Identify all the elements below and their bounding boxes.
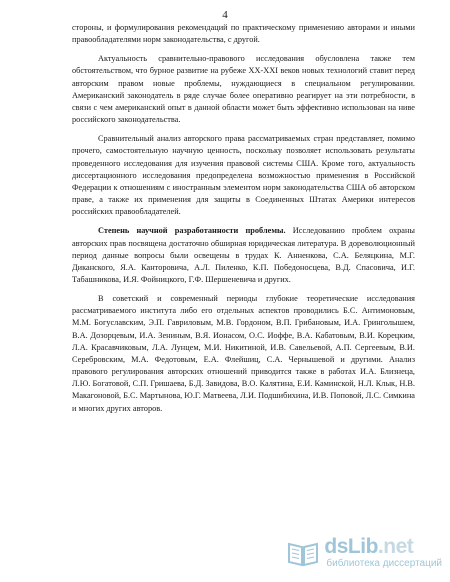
paragraph-4 [72,225,415,286]
paragraph-text: В советский и современный периоды глубокие теоретические исследования рассматриваемого института либо его отдельных аспектов проводились Б.С. Антимоновым, М.М. Богуславским, Э.П. Гавриловым, М.В. Гордоном, В.П. Грибановым, И.А. Гринголышем, В.А. Дозорцевым, И.А. Зениным, В.Я. Ионасом, О.С. Иоффе, В.А. Кабатовым, В.И. Корецким, Л.А. Красавчиковым, Л.А. Лунцем, М.И. Никитиной, И.В. Савельевой, А.П. Сергеевым, В.И. Серебровским, М.А. Федотовым, Е.А. Флейшиц, С.А. Чернышевой и другими. Анализ правового регулирования авторских отношений приводится также в работах И.А. Близнеца, Л.Ю. Богатовой, С.П. Гришаева, Б.Д. Завидова, В.О. Калятина, Е.И. Каминской, Н.Л. Клык, Н.В. Макагоновой, Б.С. Мартынова, Ю.Г. Матвеева, Л.И. Подшибихина, И.В. Поповой, Л.С. Симкина и многих других авторов. [72,294,415,413]
paragraph-text: Актуальность сравнительно-правового исследования обусловлена также тем обстоятельством, что бурное развитие на рубеже XX-XXI веков новых технологий ставит перед авторским правом новые проблемы, нуждающиеся в специальном регулировании. Американский законодатель в ряде случае более оперативно реагирует на эти потребности, в связи с чем американский опыт в данной области может быть эффективно использован на ниве российского законодательства. [72,54,415,125]
watermark [286,536,442,570]
watermark-logo [324,536,413,558]
paragraph-5 [72,293,415,415]
paragraph-1 [72,22,415,46]
watermark-subtitle: библиотека диссертаций [326,558,442,569]
section-lead: Степень научной разработанности проблемы. [98,226,286,236]
body-text [72,22,415,415]
page-number: 4 [222,9,228,21]
watermark-logo-domain: .net [377,535,414,558]
paragraph-text: Исследованию проблем охраны авторских прав посвящена достаточно обширная юридическая литература. В дореволюционный период данные вопросы были освещены в трудах К. Анненкова, С.А. Беляцкина, М.Г. Диканского, Я.А. Канторовича, А.Л. Пиленко, К.П. Победоносцева, В.Д. Спасовича, И.Г. Табашникова, И.Я. Фойницкого, Г.Ф. Шершеневича и других. [72,226,416,284]
paragraph-text: Сравнительный анализ авторского права рассматриваемых стран представляет, помимо прочего, самостоятельную научную ценность, поскольку позволяет использовать результаты проведенного исследования для изучения правовой системы США. Кроме того, актуальность диссертационного исследования предопределена возможностью применения в Российской Федерации к отношениям с иностранным элементом норм законодательства США об авторском праве, а также их применения для защиты в Соединенных Штатах Америки интересов российских правообладателей. [72,134,415,217]
paragraph-text: стороны, и формулирования рекомендаций по практическому применению авторами и иными правообладателями норм законодательства, с другой. [72,23,415,45]
paragraph-3 [72,133,415,218]
watermark-logo-main: dsLib [324,535,378,558]
paragraph-2 [72,53,415,126]
book-icon [286,538,320,568]
